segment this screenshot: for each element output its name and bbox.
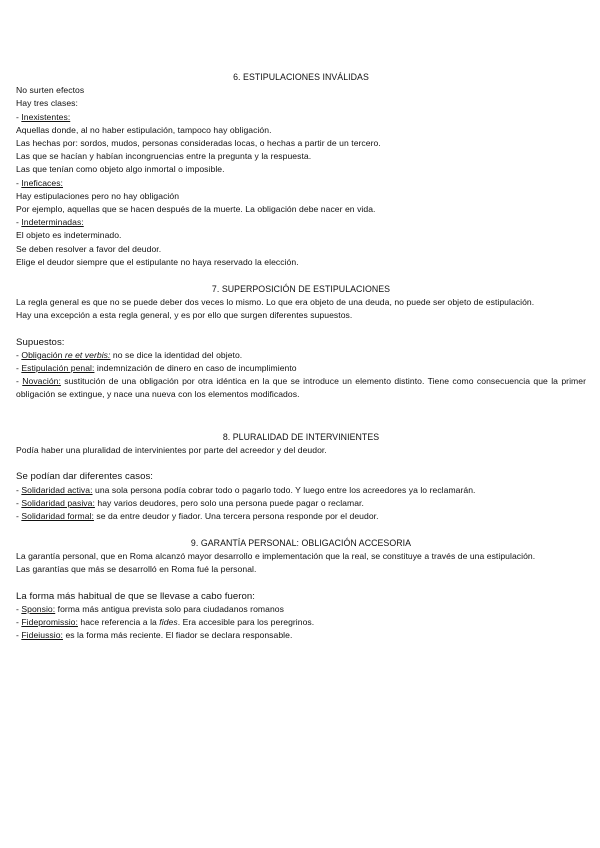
paragraph: Las garantías que más se desarrolló en Roma fué la personal. bbox=[16, 564, 257, 575]
section-8 bbox=[16, 431, 586, 523]
paragraph: Hay tres clases: bbox=[16, 98, 78, 109]
term: Obligación re et verbis: bbox=[21, 349, 111, 360]
term: Fideiussio: bbox=[21, 630, 63, 641]
list-item: - Inexistentes: bbox=[16, 111, 71, 122]
term: Inexistentes: bbox=[21, 111, 71, 122]
term: Solidaridad activa: bbox=[21, 484, 93, 495]
paragraph: No surten efectos bbox=[16, 85, 85, 96]
section-7-title: 7. SUPERPOSICIÓN DE ESTIPULACIONES bbox=[211, 284, 391, 294]
list-item: - Ineficaces: bbox=[16, 177, 63, 188]
term: Novación: bbox=[22, 376, 61, 387]
list-item: - Novación: sustitución de una obligación por otra idéntica en la que se introduce un elemento distinto. Tiene como consecuencia que la primer obligación se extingue, y nace una nueva con los elementos modificados. bbox=[16, 376, 586, 400]
list-item: - Estipulación penal: indemnización de dinero en caso de incumplimiento bbox=[16, 363, 297, 374]
section-7 bbox=[16, 283, 586, 402]
list-item: - Fidepromissio: hace referencia a la fides. Era accesible para los peregrinos. bbox=[16, 617, 315, 628]
paragraph: Se deben resolver a favor del deudor. bbox=[16, 243, 162, 254]
list-item: - Solidaridad pasiva: hay varios deudores, pero solo una persona puede pagar o reclamar. bbox=[16, 497, 364, 508]
list-item: - Obligación re et verbis: no se dice la identidad del objeto. bbox=[16, 349, 243, 360]
paragraph: La garantía personal, que en Roma alcanzó mayor desarrollo e implementación que la real, se constituye a través de una estipulación. bbox=[16, 551, 536, 562]
paragraph: Hay una excepción a esta regla general, y es por ello que surgen diferentes supuestos. bbox=[16, 310, 353, 321]
paragraph: Las que tenían como objeto algo inmortal o imposible. bbox=[16, 164, 225, 175]
term: Sponsio: bbox=[21, 603, 56, 614]
list-item: - Indeterminadas: bbox=[16, 217, 84, 228]
paragraph: Las hechas por: sordos, mudos, personas consideradas locas, o hechas a partir de un tercero. bbox=[16, 138, 381, 149]
section-9 bbox=[16, 537, 586, 642]
list-item: - Solidaridad activa: una sola persona podía cobrar todo o pagarlo todo. Y luego entre los acreedores ya lo reclamarán. bbox=[16, 484, 476, 495]
paragraph: Elige el deudor siempre que el estipulante no haya reservado la elección. bbox=[16, 256, 299, 267]
section-8-title: 8. PLURALIDAD DE INTERVINIENTES bbox=[222, 432, 380, 442]
paragraph: Aquellas donde, al no haber estipulación, tampoco hay obligación. bbox=[16, 124, 272, 135]
term: Solidaridad pasiva: bbox=[21, 497, 95, 508]
term: Estipulación penal: bbox=[21, 363, 95, 374]
list-item: - Fideiussio: es la forma más reciente. El fiador se declara responsable. bbox=[16, 630, 293, 641]
paragraph: Supuestos: bbox=[16, 336, 65, 348]
term: Indeterminadas: bbox=[21, 217, 84, 228]
section-6-title: 6. ESTIPULACIONES INVÁLIDAS bbox=[233, 72, 369, 82]
paragraph: Se podían dar diferentes casos: bbox=[16, 471, 154, 483]
paragraph: La regla general es que no se puede deber dos veces lo mismo. Lo que era objeto de una deuda, no puede ser objeto de estipulación. bbox=[16, 297, 535, 308]
paragraph: Las que se hacían y habían incongruencias entre la pregunta y la respuesta. bbox=[16, 151, 312, 162]
list-item: - Solidaridad formal: se da entre deudor y fiador. Una tercera persona responde por el deudor. bbox=[16, 511, 379, 522]
term: Ineficaces: bbox=[21, 177, 63, 188]
section-6 bbox=[16, 71, 586, 269]
paragraph: Podía haber una pluralidad de intervinientes por parte del acreedor y del deudor. bbox=[16, 445, 327, 456]
term: Fidepromissio: bbox=[21, 617, 78, 628]
list-item: - Sponsio: forma más antigua prevista solo para ciudadanos romanos bbox=[16, 603, 284, 614]
paragraph: La forma más habitual de que se llevase a cabo fueron: bbox=[16, 590, 255, 602]
paragraph: El objeto es indeterminado. bbox=[16, 230, 122, 241]
paragraph: Hay estipulaciones pero no hay obligación bbox=[16, 190, 180, 201]
section-9-title: 9. GARANTÍA PERSONAL: OBLIGACIÓN ACCESORIA bbox=[190, 538, 412, 548]
term: Solidaridad formal: bbox=[21, 511, 94, 522]
paragraph: Por ejemplo, aquellas que se hacen después de la muerte. La obligación debe nacer en vida. bbox=[16, 204, 376, 215]
